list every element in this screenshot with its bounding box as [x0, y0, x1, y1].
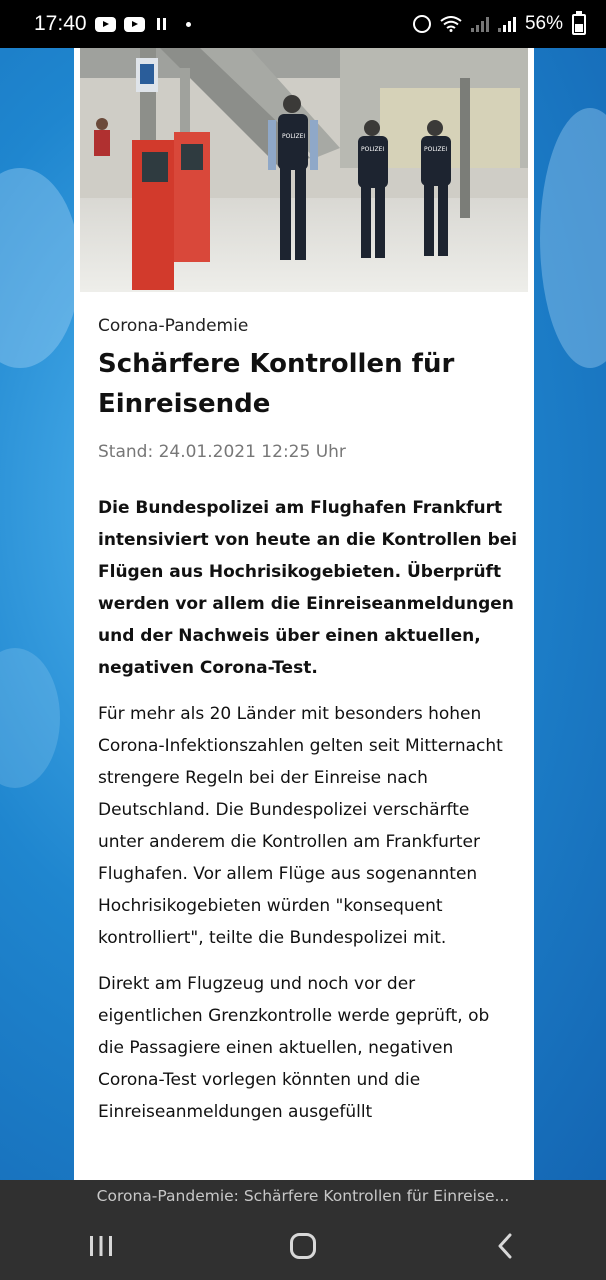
svg-text:POLIZEI: POLIZEI	[282, 133, 306, 140]
article-paragraph: Direkt am Flugzeug und noch vor der eigentlichen Grenzkontrolle werde geprüft, ob die Passagiere einen aktuellen, negativen Corona-Test vorlegen könnten und die Einreiseanmeldungen ausgefüllt	[98, 974, 490, 1122]
status-bar	[0, 0, 606, 48]
battery-percent: 56%	[524, 13, 563, 34]
background-shape	[0, 648, 60, 788]
status-time: 17:40	[34, 12, 87, 35]
dot-icon	[186, 22, 191, 27]
airport-police-photo	[80, 48, 528, 292]
navigation-bar	[0, 1212, 606, 1280]
svg-text:POLIZEI: POLIZEI	[361, 146, 385, 153]
article-kicker: Corona-Pandemie	[98, 316, 249, 336]
youtube-icon	[124, 17, 145, 32]
svg-text:POLIZEI: POLIZEI	[424, 146, 448, 153]
recent-apps-button[interactable]	[61, 1221, 141, 1271]
article-image[interactable]	[80, 48, 528, 292]
article-paragraph: Für mehr als 20 Länder mit besonders hohen Corona-Infektionszahlen gelten seit Mitternacht strengere Regeln bei der Einreise nach Deutschland. Die Bundespolizei verschärfte unter anderem die Kontrollen am Frankfurter Flughafen. Vor allem Flüge aus sogenannten Hochrisikogebieten würden "konsequent kontrolliert", teilte die Bundespolizei mit.	[98, 704, 503, 948]
background-shape	[0, 168, 80, 368]
battery-icon	[572, 14, 586, 35]
recent-apps-icon	[88, 1234, 114, 1258]
youtube-icon	[95, 17, 116, 32]
back-icon	[495, 1232, 515, 1260]
home-button[interactable]	[263, 1221, 343, 1271]
article-lead: Die Bundespolizei am Flughafen Frankfurt intensiviert von heute an die Kontrollen bei Flügen aus Hochrisikogebieten. Überprüft werden vor allem die Einreiseanmeldungen und der Nachweis über einen aktuellen, negativen Corona-Test.	[98, 498, 518, 678]
article-content	[98, 316, 518, 1128]
article-title: Schärfere Kontrollen für Einreisende	[98, 349, 455, 419]
article-card	[74, 48, 534, 1180]
signal-icon	[471, 16, 489, 32]
roaming-signal-icon	[498, 16, 516, 32]
article-date: Stand: 24.01.2021 12:25 Uhr	[98, 442, 346, 462]
back-button[interactable]	[465, 1221, 545, 1271]
pause-icon	[157, 18, 166, 30]
background-shape	[540, 108, 606, 368]
alarm-icon	[413, 15, 431, 33]
home-icon	[289, 1232, 317, 1260]
wifi-icon	[440, 16, 462, 32]
page-title-bar: Corona-Pandemie: Schärfere Kontrollen für Einreise...	[0, 1180, 606, 1212]
